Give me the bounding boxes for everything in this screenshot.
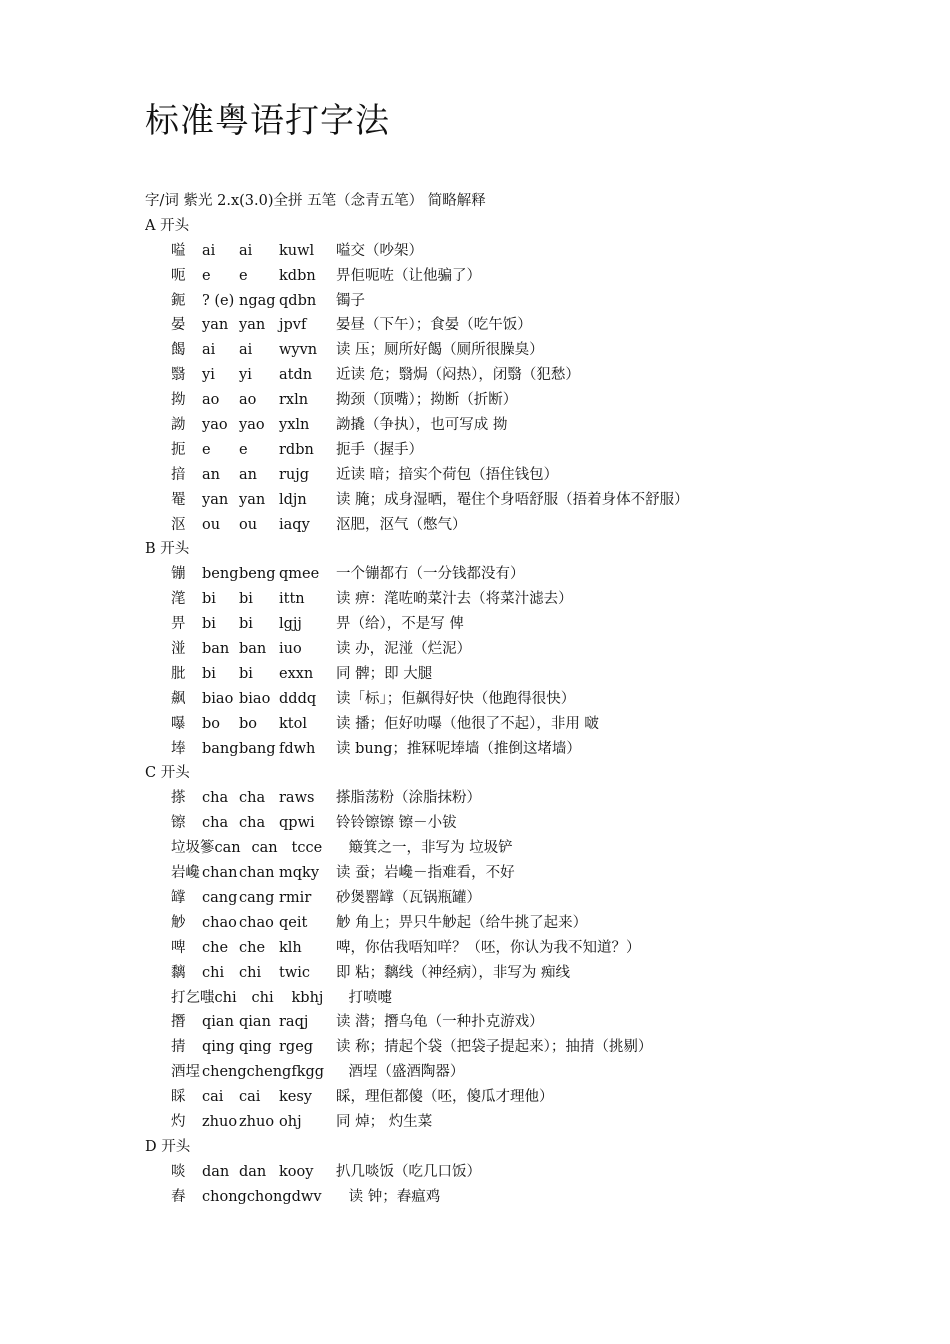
entry-character: 飙 — [171, 690, 186, 707]
entry-ziguang-pinyin: cang — [202, 889, 238, 906]
dictionary-entry — [145, 786, 935, 811]
entry-character: 掅 — [171, 1039, 186, 1056]
entry-full-pinyin: chong — [246, 1188, 292, 1205]
entry-explanation: 搽脂荡粉（涂脂抹粉） — [336, 790, 481, 807]
entry-full-pinyin: cheng — [246, 1064, 292, 1081]
entry-full-pinyin: cha — [239, 790, 266, 807]
entry-ziguang-pinyin: zhuo — [202, 1113, 238, 1130]
entry-character: 翳 — [171, 367, 186, 384]
entry-ziguang-pinyin: cheng — [202, 1064, 247, 1081]
entry-explanation: 读 压；厕所好餲（厕所很臊臭） — [336, 342, 544, 359]
entry-full-pinyin: bang — [239, 740, 276, 757]
entry-wubi-code: kbhj — [291, 989, 324, 1006]
entry-wubi-code: wyvn — [279, 342, 318, 359]
entry-character: 搽 — [171, 790, 186, 807]
entry-full-pinyin: cai — [239, 1089, 261, 1106]
entry-character: 埲 — [171, 740, 186, 757]
dictionary-entry — [145, 438, 935, 463]
entry-character: 餲 — [171, 342, 186, 359]
entry-full-pinyin: chi — [239, 964, 262, 981]
entry-character: 岩巉 — [171, 865, 200, 882]
entry-character: 沤 — [171, 516, 186, 533]
entry-character: 鈪 — [171, 292, 186, 309]
entry-ziguang-pinyin: yan — [202, 491, 229, 508]
dictionary-entry — [145, 612, 935, 637]
entry-wubi-code: dwv — [291, 1188, 322, 1205]
entry-full-pinyin: chan — [239, 865, 275, 882]
entry-explanation: 同 髀；即 大腿 — [336, 665, 433, 682]
entry-character: 滗 — [171, 591, 186, 608]
entry-full-pinyin: zhuo — [239, 1113, 275, 1130]
entry-explanation: 读「标」；佢飙得好快（他跑得很快） — [336, 690, 576, 707]
dictionary-entry — [145, 737, 935, 762]
entry-ziguang-pinyin: ? (e) — [202, 292, 235, 309]
entry-explanation: 畀（给），不是写 俾 — [336, 616, 464, 633]
entry-ziguang-pinyin: ai — [202, 342, 216, 359]
entry-ziguang-pinyin: ou — [202, 516, 221, 533]
entry-full-pinyin: bi — [239, 665, 253, 682]
entry-character: 嚗 — [171, 715, 186, 732]
entry-full-pinyin: yi — [239, 367, 252, 384]
entry-full-pinyin: can — [251, 840, 278, 857]
dictionary-entry — [145, 712, 935, 737]
dictionary-entry — [145, 1035, 935, 1060]
entry-wubi-code: kooy — [279, 1163, 314, 1180]
entry-wubi-code: lgjj — [279, 616, 302, 633]
entry-wubi-code: rdbn — [279, 441, 314, 458]
entry-character: 镚 — [171, 566, 186, 583]
entry-explanation: 打喷嚏 — [348, 989, 392, 1006]
dictionary-entry — [145, 1110, 935, 1135]
entry-ziguang-pinyin: yi — [202, 367, 215, 384]
entry-ziguang-pinyin: e — [202, 267, 211, 284]
entry-explanation: 畀佢呃咗（让他骗了） — [336, 267, 481, 284]
entry-explanation: 读 腌；成身湿晒，罨住个身唔舒服（捂着身体不舒服） — [336, 491, 689, 508]
entry-explanation: 近读 暗；揞实个荷包（捂住钱包） — [336, 466, 559, 483]
entry-wubi-code: ohj — [279, 1113, 302, 1130]
entry-explanation: 读 钟；舂瘟鸡 — [348, 1188, 441, 1205]
dictionary-entry — [145, 986, 935, 1011]
entry-character: 詏 — [171, 417, 186, 434]
dictionary-body — [145, 189, 935, 1210]
dictionary-entry — [145, 662, 935, 687]
entry-wubi-code: rujg — [279, 466, 310, 483]
entry-explanation: 一个镚都冇（一分钱都没有） — [336, 566, 525, 583]
entry-explanation: 拗颈（顶嘴）；拗断（折断） — [336, 392, 518, 409]
entry-explanation: 读 痹：滗咗啲菜汁去（将菜汁滤去） — [336, 591, 573, 608]
entry-wubi-code: rxln — [279, 392, 309, 409]
dictionary-entry — [145, 363, 935, 388]
dictionary-entry — [145, 936, 935, 961]
entry-character: 镲 — [171, 815, 186, 832]
column-header: 字/词 紫光 2.x(3.0)全拼 五笔（念青五笔） 简略解释 — [145, 193, 486, 209]
entry-ziguang-pinyin: ban — [202, 641, 230, 658]
entry-ziguang-pinyin: chao — [202, 914, 237, 931]
entry-wubi-code: qmee — [279, 566, 320, 583]
entry-character: 揞 — [171, 466, 186, 483]
entry-wubi-code: iaqy — [279, 516, 310, 533]
entry-explanation: 沤肥，沤气（憋气） — [336, 516, 467, 533]
entry-full-pinyin: qing — [239, 1039, 272, 1056]
entry-character: 扼 — [171, 441, 186, 458]
dictionary-entry — [145, 861, 935, 886]
entry-explanation: 詏撬（争执），也可写成 拗 — [336, 417, 508, 434]
dictionary-entry — [145, 239, 935, 264]
entry-wubi-code: qeit — [279, 914, 308, 931]
entry-wubi-code: yxln — [279, 417, 310, 434]
entry-full-pinyin: yan — [239, 491, 266, 508]
entry-full-pinyin: chao — [239, 914, 274, 931]
entry-character: 黐 — [171, 964, 186, 981]
entry-character: 晏 — [171, 317, 186, 334]
entry-ziguang-pinyin: yao — [202, 417, 228, 434]
dictionary-entry — [145, 1160, 935, 1185]
entry-wubi-code: exxn — [279, 665, 314, 682]
entry-wubi-code: tcce — [291, 840, 323, 857]
dictionary-entry — [145, 911, 935, 936]
entry-character: 舂 — [171, 1188, 186, 1205]
entry-explanation: 读 办，泥湴（烂泥） — [336, 641, 472, 658]
entry-full-pinyin: yao — [239, 417, 265, 434]
entry-full-pinyin: beng — [239, 566, 276, 583]
entry-full-pinyin: ban — [239, 641, 267, 658]
entry-wubi-code: iuo — [279, 641, 302, 658]
entry-character: 嗌 — [171, 242, 186, 259]
entry-explanation: 近读 危；翳焗（闷热），闭翳（犯愁） — [336, 367, 580, 384]
entry-wubi-code: twic — [279, 964, 310, 981]
entry-explanation: 觘 角上；畀只牛觘起（给牛挑了起来） — [336, 914, 588, 931]
entry-character: 畀 — [171, 616, 186, 633]
entry-ziguang-pinyin: chi — [214, 989, 237, 1006]
entry-wubi-code: raqj — [279, 1014, 309, 1031]
entry-wubi-code: kuwl — [279, 242, 315, 259]
entry-character: 觘 — [171, 914, 186, 931]
dictionary-entry — [145, 289, 935, 314]
entry-full-pinyin: qian — [239, 1014, 271, 1031]
entry-character: 拗 — [171, 392, 186, 409]
dictionary-entry — [145, 687, 935, 712]
entry-ziguang-pinyin: dan — [202, 1163, 230, 1180]
entry-ziguang-pinyin: bi — [202, 616, 216, 633]
entry-character: 肶 — [171, 665, 186, 682]
entry-full-pinyin: ai — [239, 342, 253, 359]
entry-explanation: 啤，你估我唔知咩？（呸，你认为我不知道？） — [336, 939, 641, 956]
entry-ziguang-pinyin: chi — [202, 964, 225, 981]
dictionary-entry — [145, 413, 935, 438]
dictionary-entry — [145, 1010, 935, 1035]
entry-explanation: 同 焯； 灼生菜 — [336, 1113, 433, 1130]
entry-wubi-code: kesy — [279, 1089, 313, 1106]
entry-ziguang-pinyin: biao — [202, 690, 234, 707]
entry-explanation: 读 称；掅起个袋（把袋子提起来）；抽掅（挑剔） — [336, 1039, 653, 1056]
entry-wubi-code: ittn — [279, 591, 305, 608]
entry-explanation: 读 播；佢好叻嚗（他很了不起），非用 啵 — [336, 715, 599, 732]
dictionary-entry — [145, 811, 935, 836]
entry-wubi-code: qpwi — [279, 815, 315, 832]
entry-ziguang-pinyin: che — [202, 939, 229, 956]
dictionary-entry — [145, 637, 935, 662]
dictionary-entry — [145, 513, 935, 538]
section-heading: C 开头 — [145, 765, 190, 782]
dictionary-entry — [145, 1185, 935, 1210]
section-heading: B 开头 — [145, 541, 190, 558]
entry-wubi-code: ldjn — [279, 491, 307, 508]
entry-explanation: 簸箕之一，非写为 垃圾铲 — [348, 840, 513, 857]
entry-ziguang-pinyin: bang — [202, 740, 239, 757]
entry-wubi-code: rgeg — [279, 1039, 314, 1056]
dictionary-entry — [145, 488, 935, 513]
dictionary-entry — [145, 1060, 935, 1085]
entry-ziguang-pinyin: beng — [202, 566, 239, 583]
entry-wubi-code: fkgg — [291, 1064, 325, 1081]
entry-character: 撍 — [171, 1014, 186, 1031]
entry-full-pinyin: ao — [239, 392, 257, 409]
dictionary-entry — [145, 961, 935, 986]
entry-character: 罉 — [171, 889, 186, 906]
entry-ziguang-pinyin: bi — [202, 665, 216, 682]
entry-full-pinyin: e — [239, 267, 248, 284]
entry-explanation: 扒几啖饭（吃几口饭） — [336, 1163, 481, 1180]
entry-full-pinyin: bi — [239, 616, 253, 633]
entry-full-pinyin: che — [239, 939, 266, 956]
entry-full-pinyin: dan — [239, 1163, 267, 1180]
entry-ziguang-pinyin: e — [202, 441, 211, 458]
entry-wubi-code: rmir — [279, 889, 312, 906]
entry-wubi-code: raws — [279, 790, 315, 807]
entry-ziguang-pinyin: bo — [202, 715, 221, 732]
entry-ziguang-pinyin: ai — [202, 242, 216, 259]
entry-character: 湴 — [171, 641, 186, 658]
dictionary-entry — [145, 264, 935, 289]
entry-ziguang-pinyin: qian — [202, 1014, 234, 1031]
dictionary-entry — [145, 463, 935, 488]
dictionary-entry — [145, 1085, 935, 1110]
entry-full-pinyin: chi — [251, 989, 274, 1006]
entry-wubi-code: qdbn — [279, 292, 317, 309]
section-heading: A 开头 — [145, 217, 190, 234]
entry-full-pinyin: cha — [239, 815, 266, 832]
entry-ziguang-pinyin: chan — [202, 865, 238, 882]
entry-character: 打乞嗤 — [171, 989, 215, 1006]
entry-character: 垃圾篸 — [171, 840, 215, 857]
entry-ziguang-pinyin: chong — [202, 1188, 247, 1205]
entry-character: 呃 — [171, 267, 186, 284]
entry-wubi-code: atdn — [279, 367, 313, 384]
entry-ziguang-pinyin: yan — [202, 317, 229, 334]
entry-wubi-code: klh — [279, 939, 302, 956]
entry-explanation: 读 潜；撍乌龟（一种扑克游戏） — [336, 1014, 544, 1031]
entry-explanation: 读 bung；推冧呢埲墙（推倒这堵墙） — [336, 740, 581, 757]
entry-full-pinyin: ou — [239, 516, 258, 533]
entry-full-pinyin: an — [239, 466, 257, 483]
entry-wubi-code: ktol — [279, 715, 307, 732]
entry-wubi-code: kdbn — [279, 267, 316, 284]
entry-explanation: 镯子 — [336, 292, 365, 309]
entry-ziguang-pinyin: cha — [202, 815, 229, 832]
entry-explanation: 读 蚕；岩巉－指难看，不好 — [336, 865, 515, 882]
entry-explanation: 晏昼（下午）；食晏（吃午饭） — [336, 317, 532, 334]
entry-ziguang-pinyin: bi — [202, 591, 216, 608]
entry-ziguang-pinyin: ao — [202, 392, 220, 409]
dictionary-entry — [145, 562, 935, 587]
dictionary-entry — [145, 338, 935, 363]
entry-full-pinyin: biao — [239, 690, 271, 707]
entry-wubi-code: jpvf — [279, 317, 307, 334]
entry-full-pinyin: ngag — [239, 292, 276, 309]
entry-full-pinyin: bi — [239, 591, 253, 608]
entry-character: 灼 — [171, 1113, 186, 1130]
entry-character: 酒埕 — [171, 1064, 200, 1081]
entry-explanation: 睬，理佢都傻（呸，傻瓜才理他） — [336, 1089, 554, 1106]
section-heading: D 开头 — [145, 1138, 191, 1155]
dictionary-entry — [145, 836, 935, 861]
entry-character: 睬 — [171, 1089, 186, 1106]
entry-ziguang-pinyin: cha — [202, 790, 229, 807]
entry-ziguang-pinyin: cai — [202, 1089, 224, 1106]
entry-explanation: 即 粘；黐线（神经病），非写为 痴线 — [336, 964, 570, 981]
dictionary-entry — [145, 886, 935, 911]
entry-wubi-code: mqky — [279, 865, 320, 882]
dictionary-entry — [145, 313, 935, 338]
entry-character: 啖 — [171, 1163, 186, 1180]
entry-explanation: 铃铃镲镲 镲－小钹 — [336, 815, 457, 832]
entry-ziguang-pinyin: qing — [202, 1039, 235, 1056]
entry-full-pinyin: e — [239, 441, 248, 458]
dictionary-entry — [145, 587, 935, 612]
entry-wubi-code: dddq — [279, 690, 317, 707]
entry-full-pinyin: bo — [239, 715, 258, 732]
entry-wubi-code: fdwh — [279, 740, 316, 757]
entry-character: 罨 — [171, 491, 186, 508]
entry-full-pinyin: ai — [239, 242, 253, 259]
entry-ziguang-pinyin: can — [214, 840, 241, 857]
dictionary-entry — [145, 388, 935, 413]
entry-full-pinyin: yan — [239, 317, 266, 334]
entry-character: 啤 — [171, 939, 186, 956]
entry-explanation: 扼手（握手） — [336, 441, 423, 458]
entry-explanation: 砂煲罂罉（瓦锅瓶罐） — [336, 889, 481, 906]
entry-full-pinyin: cang — [239, 889, 275, 906]
entry-explanation: 酒埕（盛酒陶器） — [348, 1064, 465, 1081]
entry-explanation: 嗌交（吵架） — [336, 242, 423, 259]
entry-ziguang-pinyin: an — [202, 466, 220, 483]
page-title: 标准粤语打字法 — [145, 101, 390, 141]
